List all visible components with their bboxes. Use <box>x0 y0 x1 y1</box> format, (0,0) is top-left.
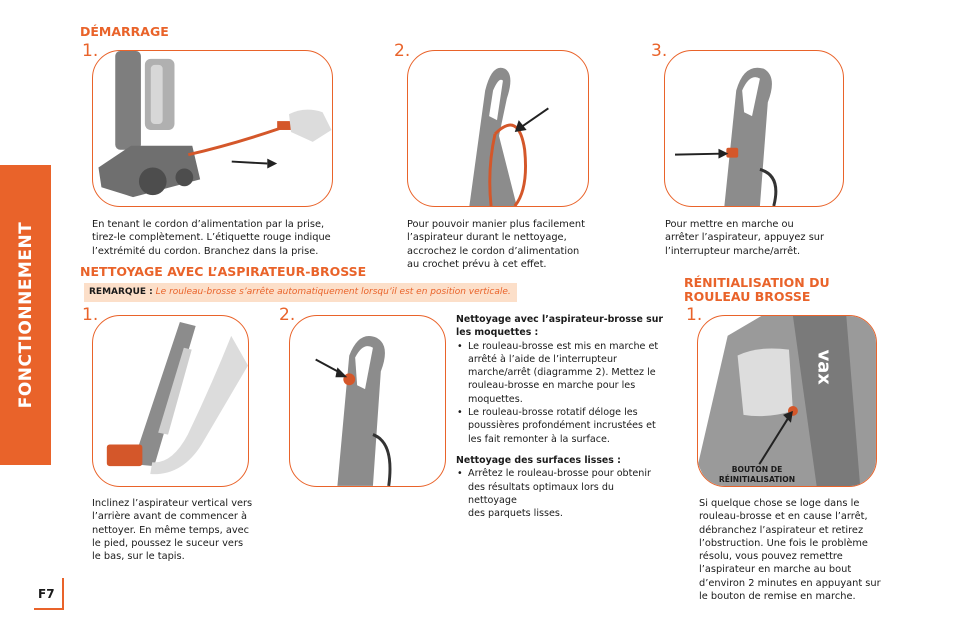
section-heading-nettoyage: NETTOYAGE AVEC L’ASPIRATEUR-BROSSE <box>80 264 367 279</box>
note-bar <box>84 283 517 302</box>
brush-instructions <box>456 313 664 520</box>
side-tab <box>0 165 51 465</box>
step-number-demarrage-1: 1. <box>82 41 99 61</box>
illustration-power-switch <box>664 50 844 207</box>
note-label: REMARQUE : <box>89 287 153 297</box>
reset-button-label: BOUTON DE RÉINITIALISATION <box>718 465 796 484</box>
step-number-demarrage-2: 2. <box>394 41 411 61</box>
list-item: • Le rouleau-brosse est mis en marche et arrêté à l’aide de l’interrupteur marche/arrêt (diagramme 2). Mettez le rouleau-brosse en marche pour les moquettes. <box>456 340 664 406</box>
surfaces-list <box>456 467 664 520</box>
illustration-reset-button <box>697 315 877 487</box>
section-heading-demarrage: DÉMARRAGE <box>80 24 169 39</box>
note-text: Le rouleau-brosse s’arrête automatiquement lorsqu’il est en position verticale. <box>155 287 511 297</box>
moquettes-list <box>456 340 664 446</box>
caption-demarrage-3: Pour mettre en marche ou arrêter l’aspirateur, appuyez sur l’interrupteur marche/arrêt. <box>665 219 825 257</box>
illustration-brush-switch <box>289 315 446 487</box>
step-number-reinitialisation-1: 1. <box>686 305 703 325</box>
list-item: • Le rouleau-brosse rotatif déloge les poussières profondément incrustées et les fait remonter à la surface. <box>456 406 664 446</box>
section-heading-reinitialisation: RÉNITIALISATION DU ROULEAU BROSSE <box>684 275 830 304</box>
caption-reinitialisation: Si quelque chose se loge dans le rouleau-brosse et en cause l’arrêt, débranchez l’aspirateur et retirez l’obstruction. Une fois le problème résolu, vous pouvez remettre l’aspirateur en marche au bout d’environ 2 minutes en appuyant sur le bouton de remise en marche. <box>699 498 881 603</box>
illustration-cord-hook <box>407 50 589 207</box>
vax-logo: vax <box>813 349 835 385</box>
step-number-nettoyage-2: 2. <box>279 305 296 325</box>
caption-demarrage-2: Pour pouvoir manier plus facilement l’aspirateur durant le nettoyage, accrochez le cordon d’alimentation au crochet prévu à cet effet. <box>407 219 585 270</box>
caption-nettoyage-1: Inclinez l’aspirateur vertical vers l’arrière avant de commencer à nettoyer. En même temps, avec le pied, poussez le suceur vers le bas, sur le tapis. <box>92 498 253 563</box>
list-item: • Arrêtez le rouleau-brosse pour obtenir des résultats optimaux lors du nettoyage des parquets lisses. <box>456 467 664 520</box>
moquettes-title: Nettoyage avec l’aspirateur-brosse sur les moquettes : <box>456 314 664 339</box>
illustration-plugging-in <box>92 50 333 207</box>
illustration-tilting-vacuum <box>92 315 249 487</box>
page-number: F7 <box>38 587 55 601</box>
step-number-nettoyage-1: 1. <box>82 305 99 325</box>
surfaces-title: Nettoyage des surfaces lisses : <box>456 454 621 466</box>
caption-demarrage-1: En tenant le cordon d’alimentation par la prise, tirez-le complètement. L’étiquette rouge indique l’extrémité du cordon. Branchez dans la prise. <box>92 219 331 257</box>
step-number-demarrage-3: 3. <box>651 41 668 61</box>
side-tab-title: FONCTIONNEMENT <box>15 221 36 409</box>
